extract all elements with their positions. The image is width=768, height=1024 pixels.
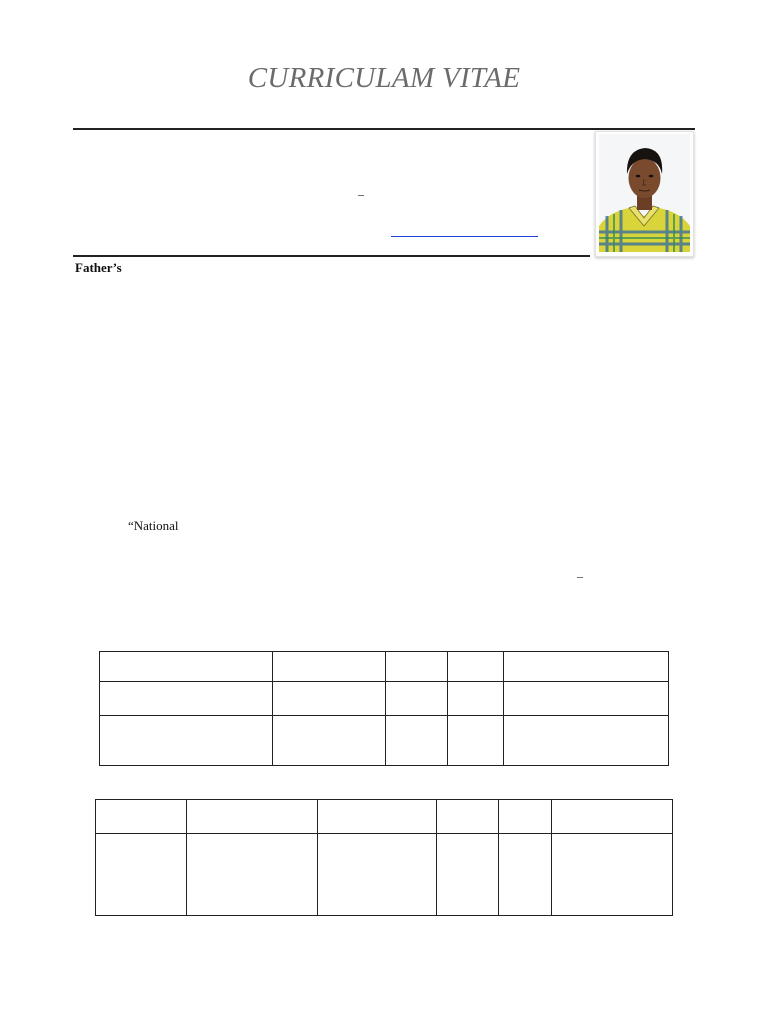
table-cell bbox=[504, 716, 669, 766]
table-cell bbox=[100, 652, 273, 682]
table-cell bbox=[386, 682, 448, 716]
table-cell bbox=[272, 716, 386, 766]
table-row bbox=[100, 716, 669, 766]
table-cell bbox=[551, 834, 672, 916]
table-cell bbox=[187, 834, 318, 916]
table-cell bbox=[272, 652, 386, 682]
table-cell bbox=[96, 834, 187, 916]
table-cell bbox=[100, 716, 273, 766]
profile-photo-image bbox=[599, 134, 690, 252]
email-link[interactable] bbox=[391, 236, 538, 237]
dash-mark: – bbox=[358, 187, 364, 201]
quoted-text-fragment: “National bbox=[128, 518, 179, 533]
table-cell bbox=[498, 800, 551, 834]
table-cell bbox=[436, 800, 498, 834]
table-cell bbox=[551, 800, 672, 834]
table-cell bbox=[96, 800, 187, 834]
table-cell bbox=[386, 652, 448, 682]
table-cell bbox=[448, 652, 504, 682]
table-cell bbox=[100, 682, 273, 716]
table-cell bbox=[318, 834, 436, 916]
table-cell bbox=[504, 652, 669, 682]
dash-mark: – bbox=[577, 569, 583, 583]
table-row bbox=[100, 682, 669, 716]
table-cell bbox=[498, 834, 551, 916]
details-table bbox=[95, 799, 673, 916]
qualification-table bbox=[99, 651, 669, 766]
table-row bbox=[96, 800, 673, 834]
table-cell bbox=[386, 716, 448, 766]
fathers-name-label: Father’s bbox=[75, 260, 122, 275]
table-cell bbox=[187, 800, 318, 834]
table-cell bbox=[448, 682, 504, 716]
table-row bbox=[96, 834, 673, 916]
header-bottom-rule bbox=[73, 255, 590, 257]
document-title: CURRICULAM VITAE bbox=[247, 62, 521, 94]
header-top-rule bbox=[73, 128, 695, 130]
table-cell bbox=[318, 800, 436, 834]
table-row bbox=[100, 652, 669, 682]
table-cell bbox=[504, 682, 669, 716]
table-cell bbox=[272, 682, 386, 716]
profile-photo bbox=[595, 131, 694, 257]
table-cell bbox=[436, 834, 498, 916]
table-cell bbox=[448, 716, 504, 766]
